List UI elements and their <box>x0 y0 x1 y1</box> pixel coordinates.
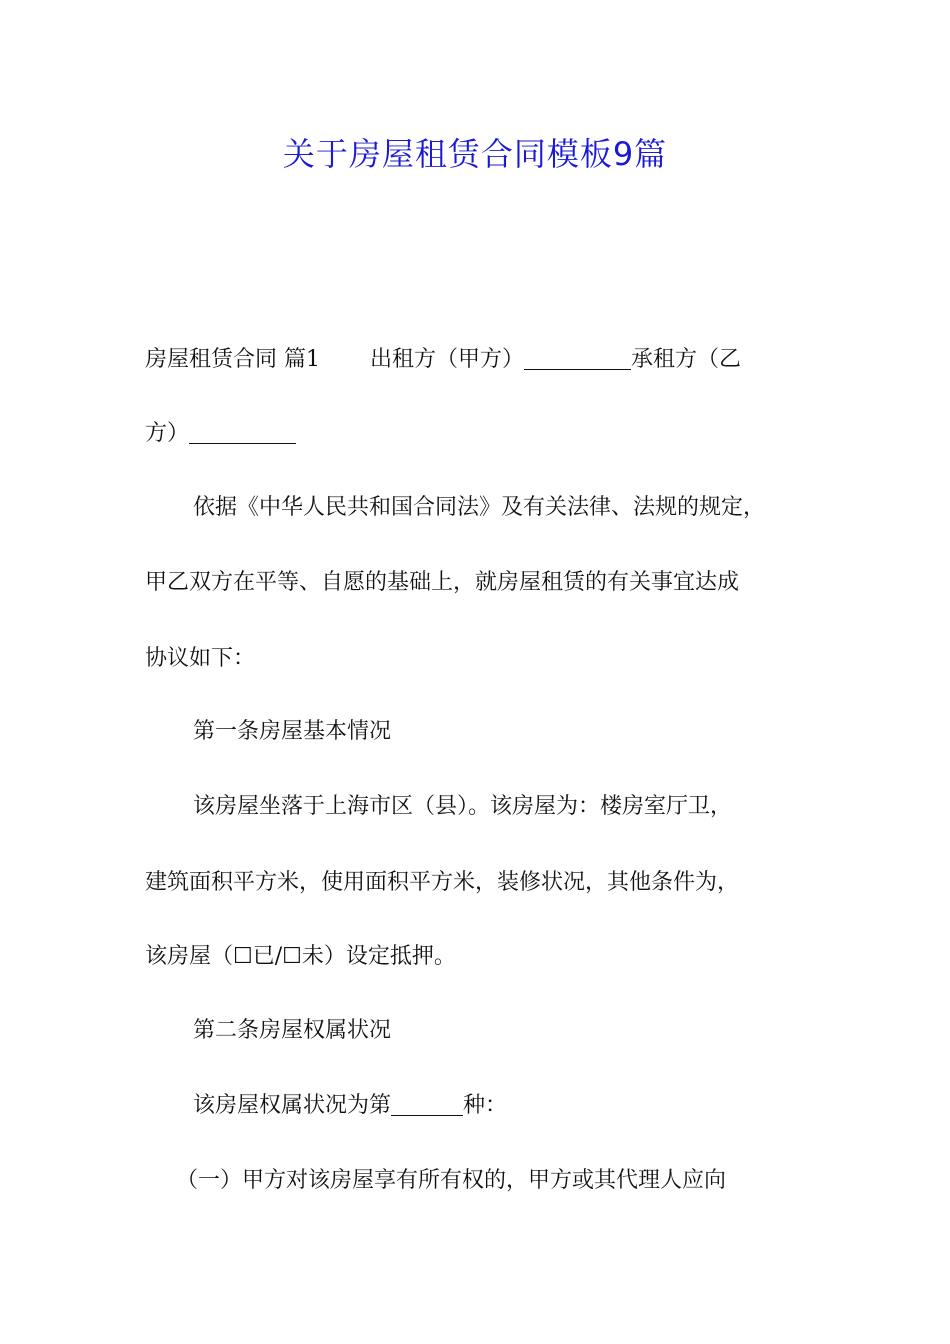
article2-line-1 <box>193 1088 873 1124</box>
intro-line-3: 协议如下： <box>145 646 256 671</box>
article2-item-1: （一）甲方对该房屋享有所有权的，甲方或其代理人应向 <box>176 1168 727 1193</box>
lessee-label: 承租方（乙 <box>631 347 742 372</box>
header-line-continued <box>145 416 825 452</box>
document-title: 关于房屋租赁合同模板9篇 <box>282 135 668 173</box>
ownership-label-end: 种： <box>463 1093 508 1118</box>
article1-line-3: 该房屋（☐已/☐未）设定抵押。 <box>145 944 456 969</box>
article1-line-2: 建筑面积平方米，使用面积平方米，装修状况，其他条件为， <box>145 870 740 895</box>
header-line <box>145 342 825 378</box>
article1-heading: 第一条房屋基本情况 <box>193 719 392 744</box>
lessee-blank <box>189 421 296 444</box>
lessor-blank <box>524 347 631 370</box>
article1-line-1: 该房屋坐落于上海市区（县）。该房屋为：楼房室厅卫， <box>193 794 733 819</box>
lessee-label-end: 方） <box>145 421 190 446</box>
section-label: 房屋租赁合同 篇1 <box>145 347 320 372</box>
intro-line-1: 依据《中华人民共和国合同法》及有关法律、法规的规定， <box>193 495 766 520</box>
ownership-label: 该房屋权属状况为第 <box>193 1093 392 1118</box>
ownership-type-blank <box>391 1093 463 1116</box>
lessor-label: 出租方（甲方） <box>370 347 525 372</box>
article2-heading: 第二条房屋权属状况 <box>193 1018 392 1043</box>
intro-line-2: 甲乙双方在平等、自愿的基础上，就房屋租赁的有关事宜达成 <box>145 570 740 595</box>
